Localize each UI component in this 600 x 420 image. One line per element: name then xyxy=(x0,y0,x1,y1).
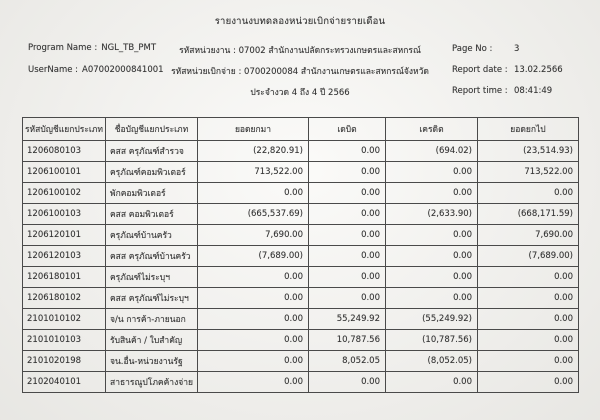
col-header-balance-forward: ยอดยกมา xyxy=(198,118,309,141)
credit-cell: 0.00 xyxy=(386,162,478,183)
debit-cell: 55,249.92 xyxy=(309,309,386,330)
account-code-cell: 1206180102 xyxy=(23,288,106,309)
page-no-label: Page No : xyxy=(452,44,493,54)
credit-cell: (694.02) xyxy=(386,141,478,162)
agency-line: รหัสหน่วยงาน : 07002 สำนักงานปลัดกระทรวงเกษตรและสหกรณ์ xyxy=(179,46,421,56)
account-name-cell: ครุภัณฑ์บ้านครัว xyxy=(106,225,198,246)
debit-cell: 0.00 xyxy=(309,183,386,204)
table-header-row xyxy=(23,118,579,141)
table-row xyxy=(23,351,579,372)
balance-carried-cell: (7,689.00) xyxy=(478,246,579,267)
balance-forward-cell: 0.00 xyxy=(198,309,309,330)
debit-cell: 8,052.05 xyxy=(309,351,386,372)
page-no-value: 3 xyxy=(514,44,520,54)
account-name-cell: คสส ครุภัณฑ์สำรวจ xyxy=(106,141,198,162)
credit-cell: (55,249.92) xyxy=(386,309,478,330)
account-code-cell: 1206100103 xyxy=(23,204,106,225)
debit-cell: 10,787.56 xyxy=(309,330,386,351)
table-row xyxy=(23,246,579,267)
report-time-line xyxy=(452,81,563,102)
balance-carried-cell: (23,514.93) xyxy=(478,141,579,162)
balance-forward-cell: 7,690.00 xyxy=(198,225,309,246)
table-row xyxy=(23,288,579,309)
account-name-cell: จน.อื่น-หน่วยงานรัฐ xyxy=(106,351,198,372)
balance-forward-cell: 713,522.00 xyxy=(198,162,309,183)
credit-cell: 0.00 xyxy=(386,267,478,288)
table-row xyxy=(23,267,579,288)
report-date-line xyxy=(452,60,563,81)
credit-cell: 0.00 xyxy=(386,183,478,204)
balance-carried-cell: 7,690.00 xyxy=(478,225,579,246)
balance-carried-cell: 0.00 xyxy=(478,330,579,351)
account-code-cell: 1206120103 xyxy=(23,246,106,267)
credit-cell: (2,633.90) xyxy=(386,204,478,225)
account-name-cell: ครุภัณฑ์ไม่ระบุฯ xyxy=(106,267,198,288)
report-time-label: Report time : xyxy=(452,86,508,96)
debit-cell: 0.00 xyxy=(309,204,386,225)
table-row xyxy=(23,141,579,162)
account-code-cell: 1206080103 xyxy=(23,141,106,162)
col-header-credit: เครดิต xyxy=(386,118,478,141)
balance-carried-cell: 713,522.00 xyxy=(478,162,579,183)
account-code-cell: 1206100101 xyxy=(23,162,106,183)
balance-forward-cell: (7,689.00) xyxy=(198,246,309,267)
credit-cell: 0.00 xyxy=(386,372,478,393)
account-code-cell: 2102040101 xyxy=(23,372,106,393)
account-code-cell: 2101010103 xyxy=(23,330,106,351)
report-time-value: 08:41:49 xyxy=(514,86,553,96)
balance-forward-cell: (22,820.91) xyxy=(198,141,309,162)
col-header-account-name: ชื่อบัญชีแยกประเภท xyxy=(106,118,198,141)
page-meta-block xyxy=(452,39,563,102)
col-header-balance-carried: ยอดยกไป xyxy=(478,118,579,141)
balance-forward-cell: (665,537.69) xyxy=(198,204,309,225)
credit-cell: 0.00 xyxy=(386,288,478,309)
page-title: รายงานงบทดลองหน่วยเบิกจ่ายรายเดือน xyxy=(214,16,386,27)
debit-cell: 0.00 xyxy=(309,162,386,183)
credit-cell: 0.00 xyxy=(386,246,478,267)
balance-forward-cell: 0.00 xyxy=(198,372,309,393)
balance-carried-cell: 0.00 xyxy=(478,309,579,330)
debit-cell: 0.00 xyxy=(309,225,386,246)
col-header-debit: เดบิต xyxy=(309,118,386,141)
table-body xyxy=(23,141,579,393)
account-name-cell: คสส ครุภัณฑ์บ้านครัว xyxy=(106,246,198,267)
balance-carried-cell: (668,171.59) xyxy=(478,204,579,225)
program-name-value: NGL_TB_PMT xyxy=(101,43,157,53)
report-date-label: Report date : xyxy=(452,65,508,75)
debit-cell: 0.00 xyxy=(309,372,386,393)
balance-carried-cell: 0.00 xyxy=(478,372,579,393)
account-name-cell: คสส คอมพิวเตอร์ xyxy=(106,204,198,225)
report-date-value: 13.02.2566 xyxy=(514,65,563,75)
balance-forward-cell: 0.00 xyxy=(198,183,309,204)
trial-balance-table xyxy=(22,117,579,393)
balance-forward-cell: 0.00 xyxy=(198,330,309,351)
account-code-cell: 1206180101 xyxy=(23,267,106,288)
balance-carried-cell: 0.00 xyxy=(478,351,579,372)
account-name-cell: สาธารณูปโภคค้างจ่าย xyxy=(106,372,198,393)
debit-cell: 0.00 xyxy=(309,141,386,162)
debit-cell: 0.00 xyxy=(309,246,386,267)
account-name-cell: พักคอมพิวเตอร์ xyxy=(106,183,198,204)
table-row xyxy=(23,204,579,225)
balance-carried-cell: 0.00 xyxy=(478,288,579,309)
username-value: A07002000841001 xyxy=(82,65,164,75)
credit-cell: (10,787.56) xyxy=(386,330,478,351)
debit-cell: 0.00 xyxy=(309,267,386,288)
balance-carried-cell: 0.00 xyxy=(478,267,579,288)
page-no-line xyxy=(452,39,563,60)
debit-cell: 0.00 xyxy=(309,288,386,309)
table-row xyxy=(23,183,579,204)
account-code-cell: 1206120101 xyxy=(23,225,106,246)
period-line: ประจำงวด 4 ถึง 4 ปี 2566 xyxy=(250,88,350,98)
balance-forward-cell: 0.00 xyxy=(198,288,309,309)
account-name-cell: ครุภัณฑ์คอมพิวเตอร์ xyxy=(106,162,198,183)
col-header-account-code: รหัสบัญชีแยกประเภท xyxy=(23,118,106,141)
account-name-cell: คสส ครุภัณฑ์ไม่ระบุฯ xyxy=(106,288,198,309)
table-row xyxy=(23,309,579,330)
account-code-cell: 1206100102 xyxy=(23,183,106,204)
account-code-cell: 2101010102 xyxy=(23,309,106,330)
balance-forward-cell: 0.00 xyxy=(198,267,309,288)
table-row xyxy=(23,372,579,393)
balance-carried-cell: 0.00 xyxy=(478,183,579,204)
table-row xyxy=(23,330,579,351)
account-name-cell: รับสินค้า / ใบสำคัญ xyxy=(106,330,198,351)
username-label: UserName : xyxy=(28,65,79,75)
agency-info-block xyxy=(140,41,460,104)
account-code-cell: 2101020198 xyxy=(23,351,106,372)
account-name-cell: จ/น การค้า-ภายนอก xyxy=(106,309,198,330)
program-name-label: Program Name : xyxy=(28,43,98,53)
credit-cell: (8,052.05) xyxy=(386,351,478,372)
credit-cell: 0.00 xyxy=(386,225,478,246)
table-row xyxy=(23,225,579,246)
balance-forward-cell: 0.00 xyxy=(198,351,309,372)
table-row xyxy=(23,162,579,183)
disbursement-line: รหัสหน่วยเบิกจ่าย : 0700200084 สำนักงานเกษตรและสหกรณ์จังหวัด xyxy=(171,67,429,77)
